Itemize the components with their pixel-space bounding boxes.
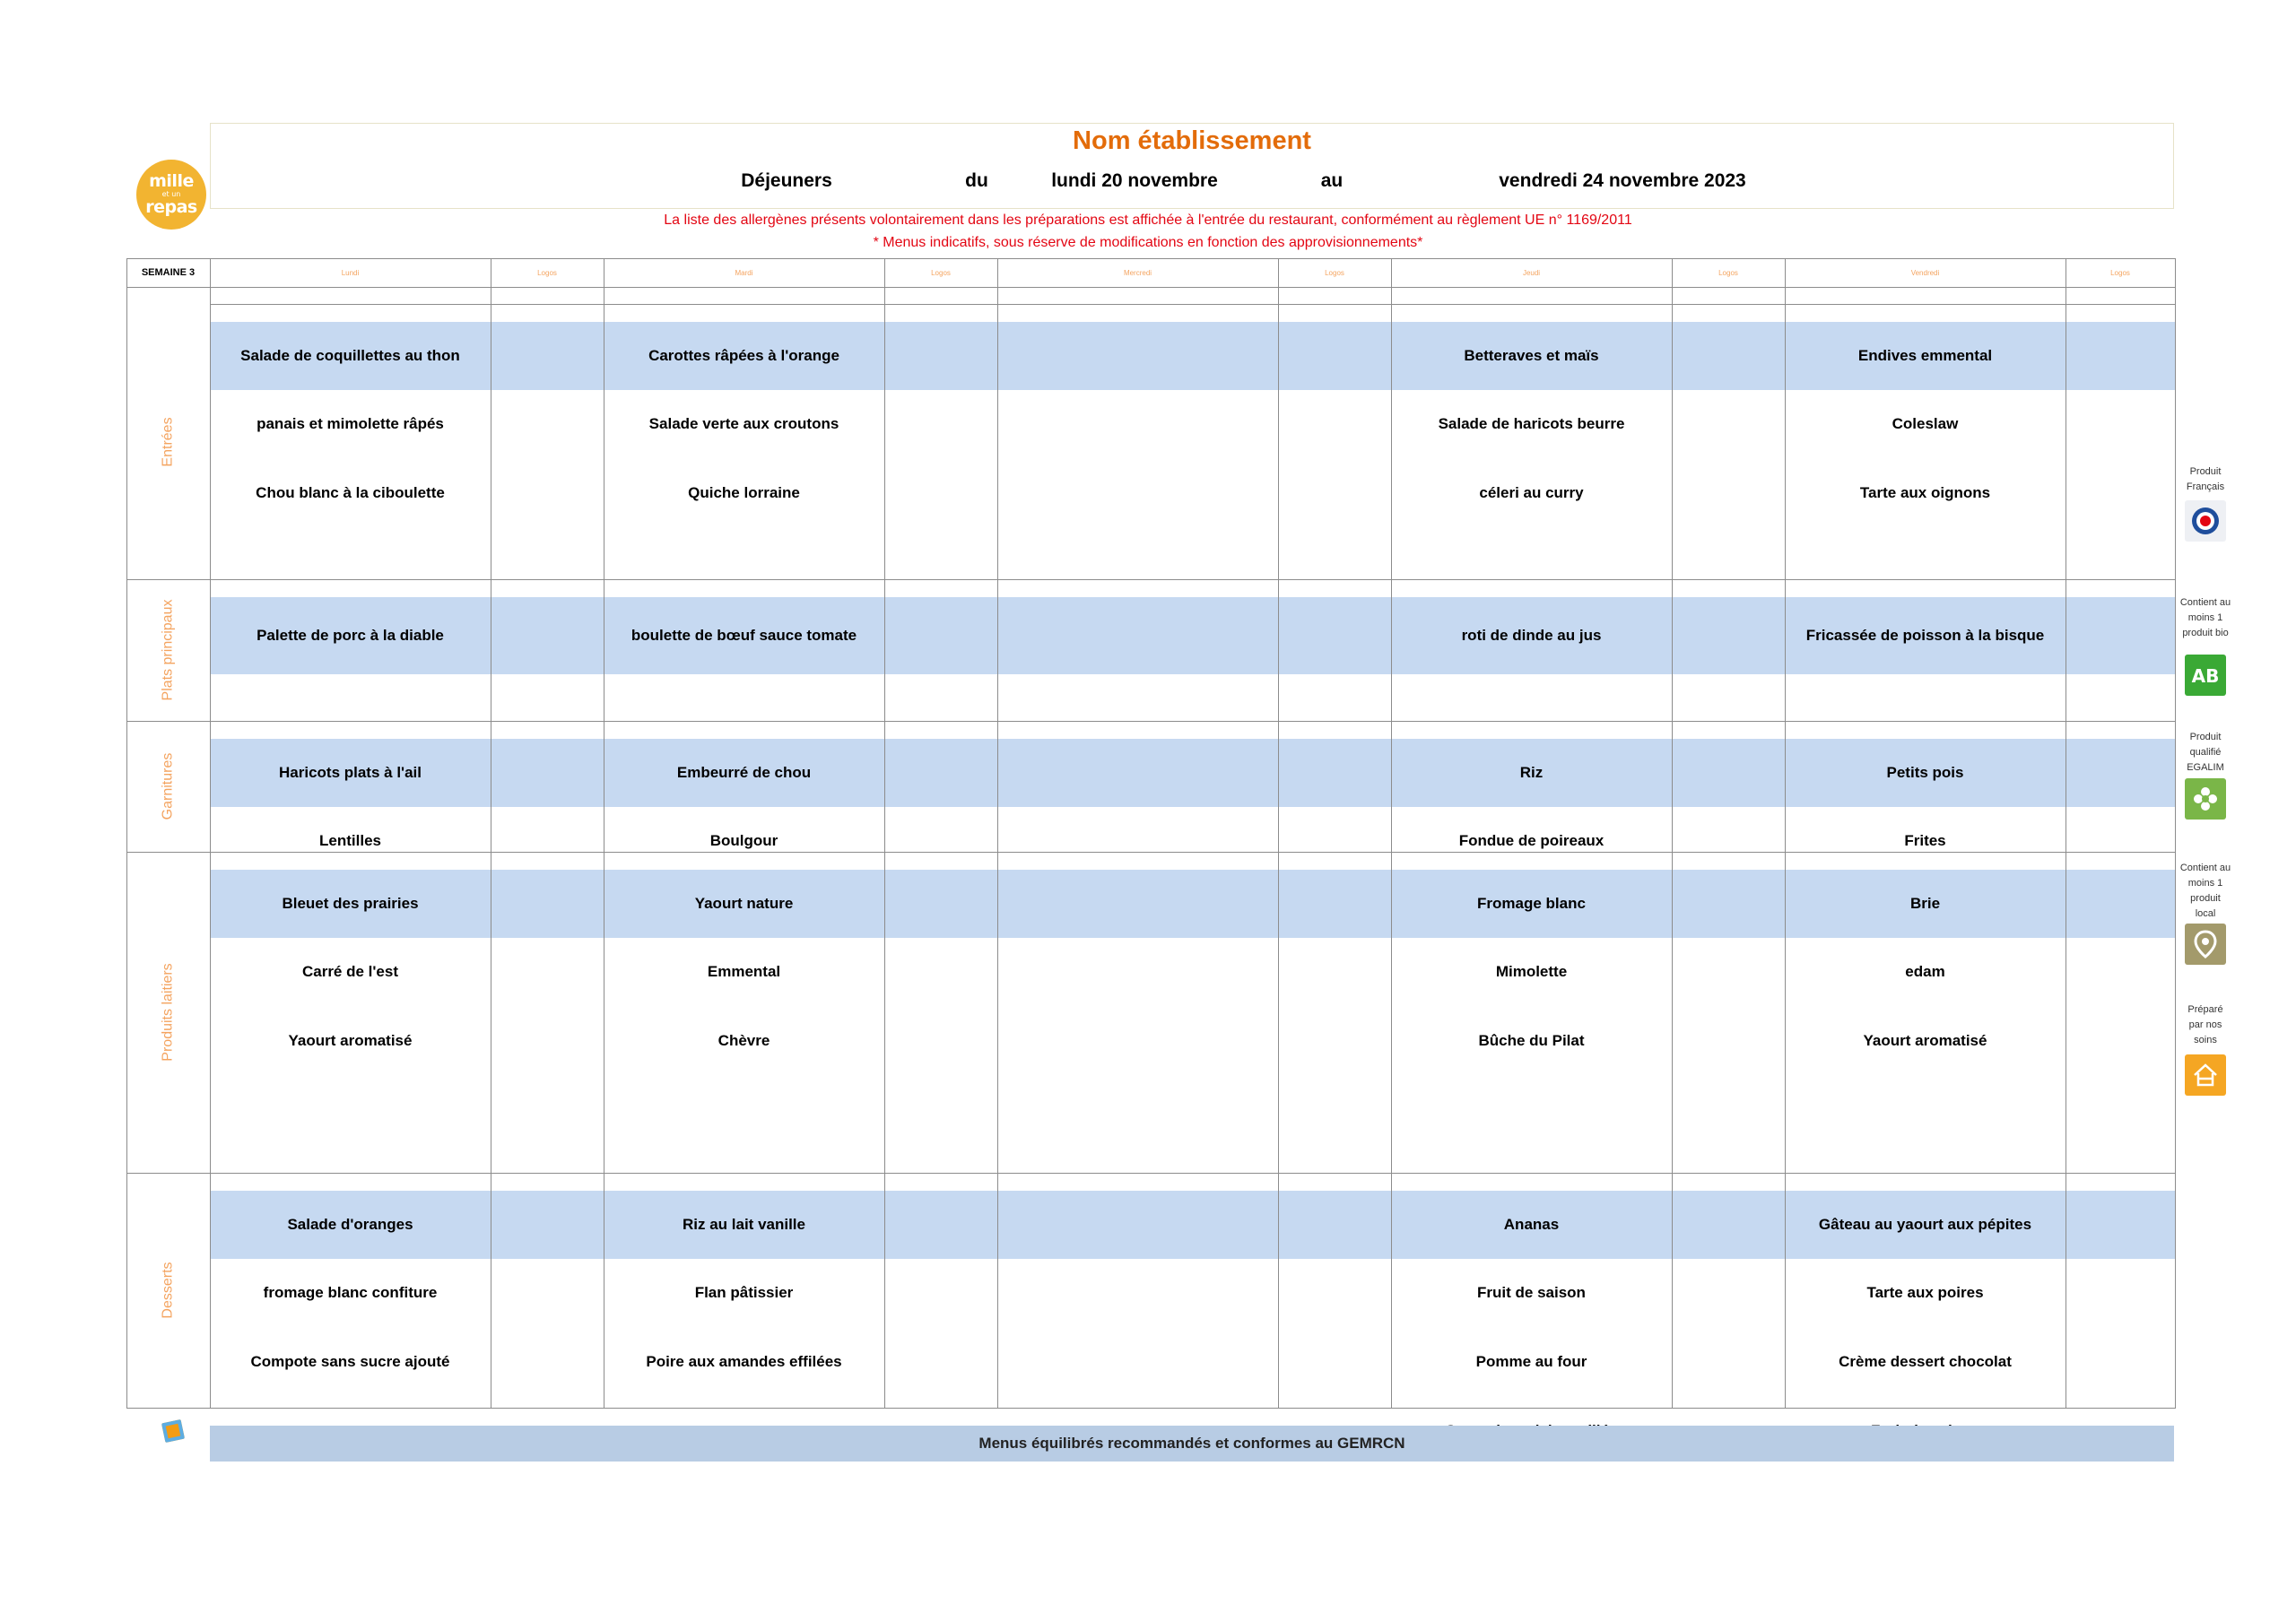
grid-line-v — [997, 258, 998, 1409]
start-date: lundi 20 novembre — [1051, 170, 1218, 191]
menu-item: Tarte aux poires — [1866, 1284, 1984, 1301]
french-cockade-icon — [2185, 500, 2226, 542]
column-header: Jeudi — [1522, 268, 1541, 277]
ab-organic-icon — [2185, 655, 2226, 696]
menu-item: Chou blanc à la ciboulette — [256, 484, 445, 501]
menu-item: boulette de bœuf sauce tomate — [631, 627, 857, 644]
menu-item: Salade de haricots beurre — [1438, 415, 1625, 432]
meal-type: Déjeuners — [741, 170, 832, 191]
establishment-name: Nom établissement — [1073, 126, 1311, 155]
legend-label-line: Contient au — [2179, 863, 2231, 873]
menu-item: Carottes râpées à l'orange — [648, 347, 839, 364]
column-header: Lundi — [341, 268, 360, 277]
menu-item: Flan pâtissier — [694, 1284, 794, 1301]
house-icon — [2185, 1054, 2226, 1096]
menu-item: Bleuet des prairies — [282, 895, 419, 912]
section-label — [126, 579, 210, 721]
grid-line-h — [126, 287, 2176, 288]
grid-line-v — [2175, 258, 2176, 1409]
legend-label-line: soins — [2194, 1035, 2217, 1045]
menu-item: Ananas — [1503, 1216, 1560, 1233]
week-label: SEMAINE 3 — [141, 267, 196, 278]
menu-header — [210, 123, 2174, 209]
menu-item: Yaourt nature — [694, 895, 794, 912]
end-date: vendredi 24 novembre 2023 — [1499, 170, 1746, 191]
section-label — [126, 721, 210, 852]
legend-label-line: qualifié — [2189, 747, 2222, 758]
legend-label-line: par nos — [2188, 1019, 2222, 1030]
svg-text:AB: AB — [2191, 665, 2220, 687]
column-header: Logos — [2110, 268, 2130, 277]
menu-item: Frites — [1904, 832, 1946, 849]
menu-item: Tarte aux oignons — [1859, 484, 1991, 501]
menu-item: Salade d'oranges — [287, 1216, 413, 1233]
menu-item: Lentilles — [319, 832, 381, 849]
section-label-text: Garnitures — [160, 752, 176, 820]
menu-item: Coleslaw — [1892, 415, 1959, 432]
logo-line-1: mille — [149, 171, 194, 191]
column-header: Vendredi — [1910, 268, 1940, 277]
section-label-text: Plats principaux — [160, 599, 176, 701]
menu-item: Haricots plats à l'ail — [279, 764, 422, 781]
section-label — [126, 1173, 210, 1408]
legend-label — [2174, 730, 2237, 776]
legend-label-line: EGALIM — [2187, 762, 2224, 773]
menu-item: Bûche du Pilat — [1478, 1032, 1585, 1049]
section-label-text: Produits laitiers — [160, 963, 176, 1062]
menu-item: roti de dinde au jus — [1461, 627, 1602, 644]
legend-label-line: moins 1 — [2187, 612, 2223, 623]
grid-line-h — [126, 721, 2176, 722]
column-header: Mardi — [735, 268, 753, 277]
legend-label — [2174, 861, 2237, 922]
menu-table — [126, 258, 2175, 1408]
menu-item: Poire aux amandes effilées — [646, 1353, 842, 1370]
menu-item: Fromage blanc — [1477, 895, 1586, 912]
location-pin-icon — [2185, 924, 2226, 965]
menu-item: Boulgour — [709, 832, 778, 849]
section-label-text: Entrées — [160, 416, 176, 467]
footer-banner — [210, 1426, 2174, 1462]
footer-text: Menus équilibrés recommandés et conformes au GEMRCN — [978, 1435, 1405, 1452]
menu-item: Chèvre — [718, 1032, 770, 1049]
menu-item: edam — [1905, 963, 1945, 980]
section-label-text: Desserts — [160, 1262, 176, 1319]
column-header: Logos — [931, 268, 951, 277]
legend-label-line: Préparé — [2187, 1004, 2223, 1015]
menu-item: Fruit de saison — [1477, 1284, 1586, 1301]
menu-item: Quiche lorraine — [688, 484, 800, 501]
legend-label-line: produit bio — [2182, 628, 2229, 638]
menu-item: Betteraves et maïs — [1464, 347, 1599, 364]
menu-item: Carré de l'est — [301, 963, 399, 980]
menu-item: Fricassée de poisson à la bisque — [1805, 627, 2045, 644]
menu-item: Crème dessert chocolat — [1839, 1353, 2012, 1370]
legend-label-line: Français — [2186, 481, 2225, 492]
column-header: Logos — [1718, 268, 1738, 277]
allergen-notice: La liste des allergènes présents volontairement dans les préparations est affichée à l'entrée du restaurant, conformément au règlement UE n° 1169/2011 — [664, 213, 1632, 228]
grid-line-v — [884, 258, 885, 1409]
menu-item: fromage blanc confiture — [263, 1284, 438, 1301]
section-label — [126, 304, 210, 579]
menu-item: Pomme au four — [1475, 1353, 1587, 1370]
column-header: Logos — [537, 268, 557, 277]
menu-item: Salade verte aux croutons — [648, 415, 839, 432]
menu-item: Riz — [1519, 764, 1544, 781]
menu-item: Gâteau au yaourt aux pépites — [1818, 1216, 2032, 1233]
grid-line-v — [1278, 258, 1279, 1409]
menu-item: Palette de porc à la diable — [257, 627, 444, 644]
legend-label-line: local — [2195, 908, 2216, 919]
menu-item: Yaourt aromatisé — [288, 1032, 413, 1049]
legend-label — [2174, 1002, 2237, 1048]
legend-label-line: produit — [2190, 893, 2221, 904]
menu-item: Endives emmental — [1857, 347, 1993, 364]
gemrcn-badge-icon — [161, 1419, 185, 1443]
logo-line-2: et un — [161, 190, 181, 198]
date-from-label: du — [965, 170, 988, 191]
egalim-flower-icon — [2185, 778, 2226, 820]
legend-label — [2174, 464, 2237, 495]
legend-label-line: Produit — [2189, 732, 2222, 742]
menu-item: Riz au lait vanille — [683, 1216, 805, 1233]
grid-line-h — [210, 304, 2176, 305]
menu-item: Mimolette — [1495, 963, 1568, 980]
menu-item: Yaourt aromatisé — [1863, 1032, 1987, 1049]
menu-item: panais et mimolette râpés — [257, 415, 444, 432]
section-label — [126, 852, 210, 1173]
menu-item: Salade de coquillettes au thon — [240, 347, 460, 364]
menu-item: Petits pois — [1886, 764, 1964, 781]
menu-item: céleri au curry — [1479, 484, 1584, 501]
column-header: Mercredi — [1123, 268, 1152, 277]
date-to-label: au — [1320, 170, 1344, 191]
menu-item: Embeurré de chou — [676, 764, 812, 781]
column-header: Logos — [1325, 268, 1344, 277]
grid-line-h — [126, 579, 2176, 580]
menu-item: Fondue de poireaux — [1458, 832, 1605, 849]
grid-line-v — [1672, 258, 1673, 1409]
menu-item: Emmental — [707, 963, 781, 980]
legend-label-line: Contient au — [2179, 597, 2231, 608]
menu-item: Brie — [1909, 895, 1941, 912]
indicative-notice: * Menus indicatifs, sous réserve de modifications en fonction des approvisionnements* — [873, 235, 1423, 250]
legend-label-line: Produit — [2189, 466, 2222, 477]
logo-line-3: repas — [145, 197, 197, 217]
grid-line-h — [126, 1173, 2176, 1174]
menu-item: Compote sans sucre ajouté — [250, 1353, 450, 1370]
legend-label-line: moins 1 — [2187, 878, 2223, 889]
legend-label — [2174, 595, 2237, 641]
